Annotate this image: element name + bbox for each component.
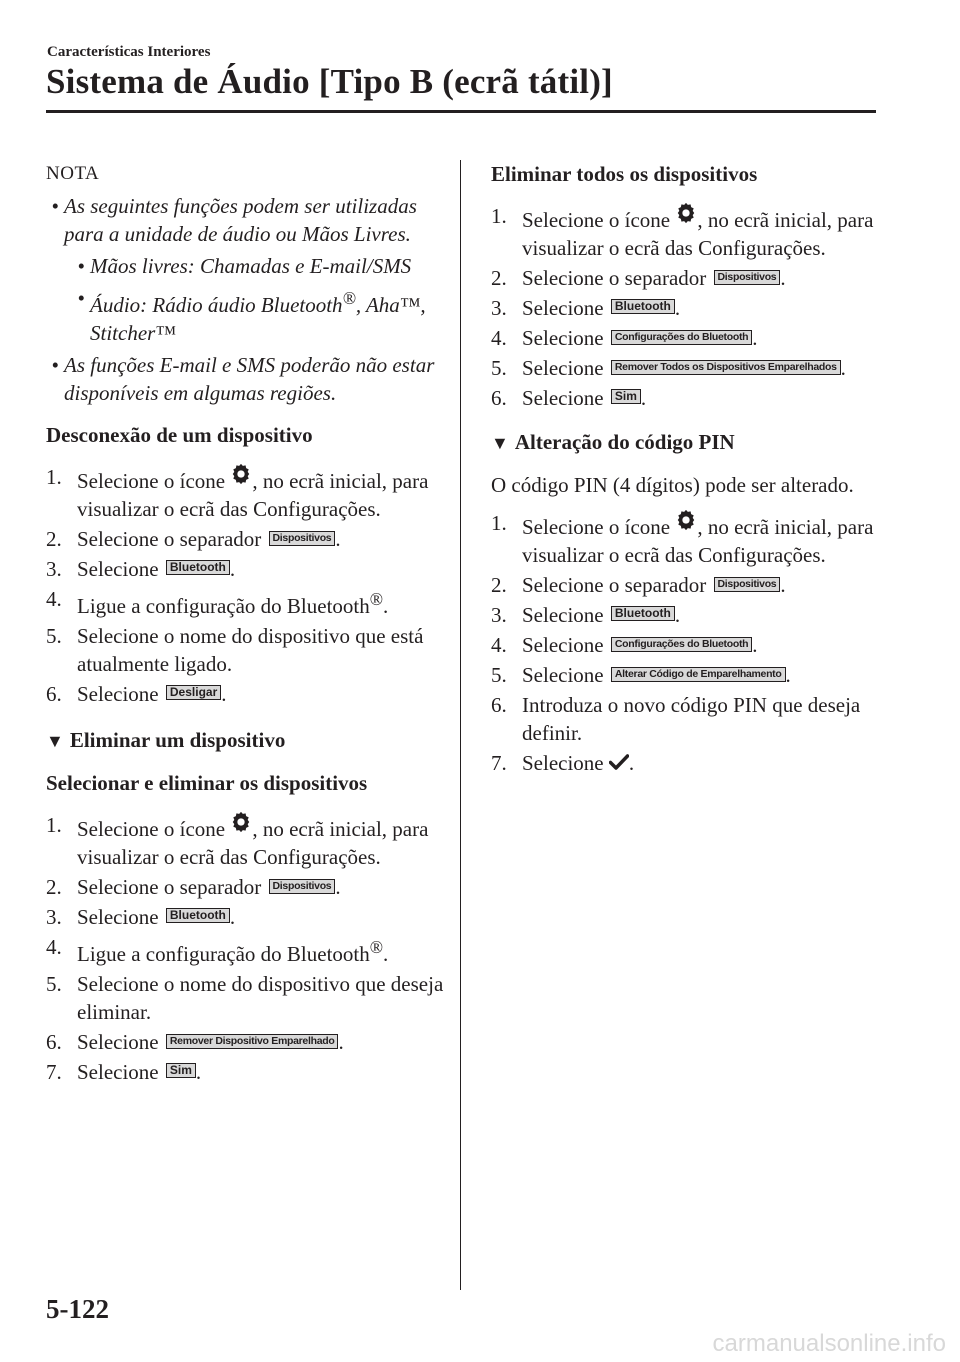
step-text [522, 601, 881, 629]
step-text [522, 354, 881, 382]
step-number: 6. [491, 386, 507, 410]
step [46, 585, 446, 620]
step-number: 4. [46, 935, 62, 959]
step-text-part: , no ecrã inicial, para visualizar o ecrã das Configurações. [522, 208, 874, 260]
step-text-part: Selecione o ícone [77, 817, 226, 841]
step [46, 555, 446, 583]
step-number: 6. [46, 1030, 62, 1054]
bluetooth-button: Bluetooth [611, 606, 675, 621]
step [46, 463, 446, 523]
step [46, 811, 446, 871]
bluetooth-settings-button: Configurações do Bluetooth [611, 330, 752, 345]
note-text-part: Áudio: Rádio áudio Bluetooth [90, 293, 343, 317]
step-text-part: Selecione o separador [77, 875, 262, 899]
period: . [640, 386, 647, 410]
step-number: 2. [491, 266, 507, 290]
change-pairing-code-button: Alterar Código de Emparelhamento [611, 667, 786, 682]
step-text [522, 264, 881, 292]
step-text [77, 680, 446, 708]
gear-icon [675, 509, 697, 531]
step [46, 1058, 446, 1086]
step-text [77, 525, 446, 553]
step-text [522, 294, 881, 322]
step-text [77, 555, 446, 583]
step-number: 2. [46, 527, 62, 551]
section-header: Características Interiores [47, 44, 211, 60]
heading-delete-device [46, 726, 446, 755]
note-text [90, 284, 446, 347]
bullet-icon: • [51, 353, 59, 377]
step-text: Selecione o nome do dispositivo que deseja eliminar. [77, 972, 444, 1024]
step-text-part: Selecione [522, 326, 604, 350]
period: . [229, 905, 236, 929]
step-text [522, 384, 881, 412]
period: . [338, 1030, 344, 1054]
period: . [335, 527, 341, 551]
note-subbullet [72, 252, 446, 280]
step-text-part: Selecione [77, 1030, 159, 1054]
step-text-part: Selecione [77, 1060, 159, 1084]
step [491, 631, 881, 659]
step-number: 7. [491, 751, 507, 775]
step-text [77, 811, 446, 871]
bluetooth-button: Bluetooth [166, 908, 230, 923]
step [46, 903, 446, 931]
step-text: Selecione o nome do dispositivo que está atualmente ligado. [77, 624, 424, 676]
step [491, 571, 881, 599]
step-text-part: Ligue a configuração do Bluetooth [77, 594, 370, 618]
heading-disconnect: Desconexão de um dispositivo [46, 423, 313, 447]
step [46, 970, 446, 1026]
step-text [77, 1028, 446, 1056]
step-text [77, 463, 446, 523]
step-text-part: Selecione [522, 633, 604, 657]
page-number: 5-122 [46, 1294, 109, 1324]
gear-icon [230, 463, 252, 485]
step-number: 2. [46, 875, 62, 899]
period: . [229, 557, 236, 581]
gear-icon [675, 202, 697, 224]
heading-text: Eliminar um dispositivo [69, 728, 286, 752]
step-text-part: Selecione o ícone [522, 515, 671, 539]
period: . [780, 266, 786, 290]
step-number: 2. [491, 573, 507, 597]
bluetooth-button: Bluetooth [611, 299, 675, 314]
registered-mark: ® [369, 589, 384, 609]
step-number: 4. [491, 633, 507, 657]
note-bullet [46, 351, 446, 407]
heading-delete-all: Eliminar todos os dispositivos [491, 162, 758, 186]
step [46, 873, 446, 901]
step-text-part: , no ecrã inicial, para visualizar o ecrã das Configurações. [522, 515, 874, 567]
note-text: Mãos livres: Chamadas e E-mail/SMS [90, 254, 412, 278]
period: . [780, 573, 786, 597]
step [46, 1028, 446, 1056]
devices-tab-button: Dispositivos [714, 270, 781, 285]
step-text [522, 324, 881, 352]
period: . [752, 326, 758, 350]
step-text-part: Selecione o separador [77, 527, 262, 551]
step-text [522, 661, 881, 689]
step-text-part: Selecione [77, 557, 159, 581]
step-text-part: Selecione o ícone [522, 208, 671, 232]
remove-all-paired-devices-button: Remover Todos os Dispositivos Emparelhados [611, 360, 841, 375]
step-text-part: Ligue a configuração do Bluetooth [77, 942, 370, 966]
step [46, 933, 446, 968]
note-subbullet [72, 284, 446, 347]
step-number: 3. [46, 557, 62, 581]
step [491, 294, 881, 322]
yes-button: Sim [611, 389, 641, 404]
step [491, 691, 881, 747]
period: . [383, 594, 389, 618]
registered-mark: ® [342, 288, 356, 308]
step-text-part: Selecione [522, 356, 604, 380]
step [491, 509, 881, 569]
step-number: 3. [46, 905, 62, 929]
page-title: Sistema de Áudio [Tipo B (ecrã tátil)] [46, 62, 613, 101]
step-text-part: , no ecrã inicial, para visualizar o ecrã das Configurações. [77, 817, 429, 869]
note-text: As funções E-mail e SMS poderão não estar disponíveis em algumas regiões. [64, 353, 435, 405]
note-text: As seguintes funções podem ser utilizadas para a unidade de áudio ou Mãos Livres. [64, 194, 417, 246]
step-number: 3. [491, 603, 507, 627]
note-text-part: , Aha™, Stitcher™ [90, 293, 426, 345]
bullet-icon: • [51, 194, 59, 218]
devices-tab-button: Dispositivos [269, 879, 336, 894]
column-divider [460, 160, 461, 1290]
yes-button: Sim [166, 1063, 196, 1078]
step-number: 5. [46, 972, 62, 996]
step [46, 525, 446, 553]
step [491, 661, 881, 689]
step [491, 202, 881, 262]
triangle-icon: ▼ [491, 433, 509, 453]
step-number: 1. [491, 511, 507, 535]
registered-mark: ® [369, 937, 384, 957]
period: . [628, 751, 635, 775]
step [46, 622, 446, 678]
step-text-part: Selecione [77, 905, 159, 929]
step-text [77, 1058, 446, 1086]
step-text [77, 873, 446, 901]
bluetooth-button: Bluetooth [166, 560, 230, 575]
step-number: 3. [491, 296, 507, 320]
header-rule [46, 110, 876, 113]
right-column [491, 160, 881, 779]
step [491, 324, 881, 352]
step-text-part: Selecione o separador [522, 573, 707, 597]
step-text [522, 571, 881, 599]
step-number: 1. [46, 813, 62, 837]
step [491, 264, 881, 292]
devices-tab-button: Dispositivos [269, 531, 336, 546]
period: . [221, 682, 227, 706]
note-label: NOTA [46, 163, 100, 184]
bullet-icon: • [77, 286, 85, 310]
period: . [752, 633, 758, 657]
step-text [77, 933, 446, 968]
period: . [335, 875, 341, 899]
step-number: 5. [46, 624, 62, 648]
step-text-part: Selecione [522, 296, 604, 320]
step-text [522, 202, 881, 262]
step-text [522, 749, 881, 777]
heading-change-pin [491, 428, 881, 457]
step-number: 1. [46, 465, 62, 489]
step-text [522, 631, 881, 659]
period: . [840, 356, 846, 380]
checkmark-icon [609, 754, 629, 770]
step [491, 601, 881, 629]
period: . [674, 603, 681, 627]
step [46, 680, 446, 708]
bluetooth-settings-button: Configurações do Bluetooth [611, 637, 752, 652]
devices-tab-button: Dispositivos [714, 577, 781, 592]
disconnect-button: Desligar [166, 685, 221, 700]
step-number: 5. [491, 356, 507, 380]
period: . [195, 1060, 202, 1084]
step-text: Introduza o novo código PIN que deseja definir. [522, 693, 861, 745]
step-text-part: Selecione o separador [522, 266, 707, 290]
period: . [785, 663, 791, 687]
bullet-icon: • [77, 254, 85, 278]
step-text-part: Selecione [522, 751, 604, 775]
step-text [77, 903, 446, 931]
pin-intro: O código PIN (4 dígitos) pode ser alterado. [491, 473, 854, 497]
step-text-part: Selecione [522, 663, 604, 687]
left-column [46, 160, 446, 1088]
triangle-icon: ▼ [46, 731, 64, 751]
step-text-part: Selecione o ícone [77, 469, 226, 493]
heading-text: Alteração do código PIN [514, 430, 735, 454]
step-text-part: Selecione [522, 386, 604, 410]
period: . [674, 296, 681, 320]
note-bullet [46, 192, 446, 248]
gear-icon [230, 811, 252, 833]
remove-paired-device-button: Remover Dispositivo Emparelhado [166, 1034, 339, 1049]
step-number: 5. [491, 663, 507, 687]
step-text-part: Selecione [77, 682, 159, 706]
step-number: 6. [491, 693, 507, 717]
step-text [522, 509, 881, 569]
step-text-part: Selecione [522, 603, 604, 627]
subheading-select-delete: Selecionar e eliminar os dispositivos [46, 771, 368, 795]
step-number: 4. [491, 326, 507, 350]
step [491, 354, 881, 382]
step-text-part: , no ecrã inicial, para visualizar o ecrã das Configurações. [77, 469, 429, 521]
period: . [383, 942, 389, 966]
step-number: 4. [46, 587, 62, 611]
step-number: 6. [46, 682, 62, 706]
step [491, 384, 881, 412]
step [491, 749, 881, 777]
step-text [77, 585, 446, 620]
step-number: 7. [46, 1060, 62, 1084]
step-number: 1. [491, 204, 507, 228]
watermark: carmanualsonline.info [712, 1330, 946, 1357]
